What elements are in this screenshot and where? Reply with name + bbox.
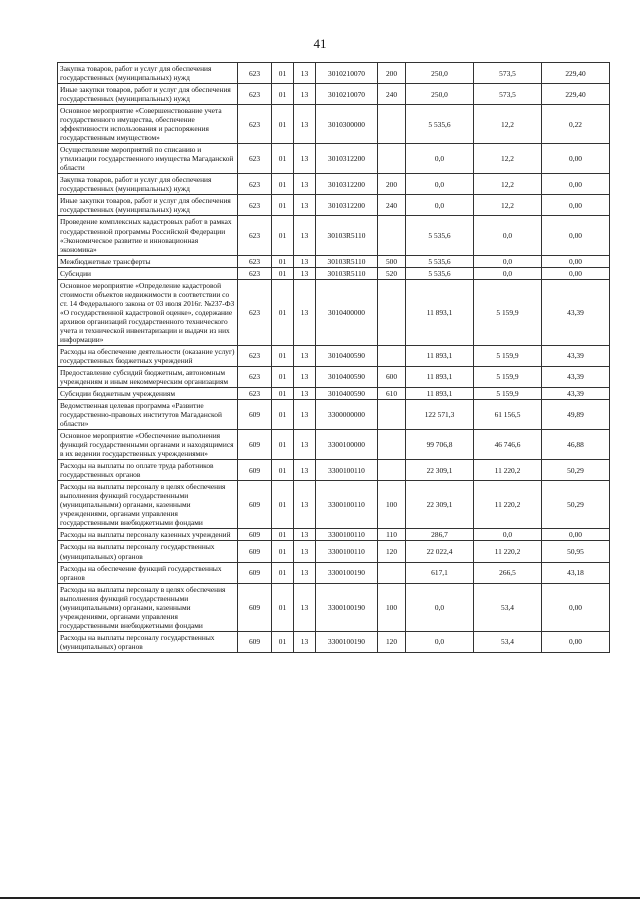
row-name-cell: Расходы на обеспечение деятельности (оказание услуг) государственных бюджетных учреждений — [58, 345, 238, 366]
subsection-cell: 13 — [294, 105, 316, 144]
dept-code-cell: 609 — [238, 541, 272, 562]
percent-cell: 43,39 — [542, 366, 610, 387]
subsection-cell: 13 — [294, 174, 316, 195]
actual-amount-cell: 0,0 — [474, 216, 542, 255]
dept-code-cell: 609 — [238, 631, 272, 652]
plan-amount-cell: 11 893,1 — [406, 345, 474, 366]
target-item-cell: 30103R5110 — [316, 255, 378, 267]
table-row — [58, 541, 610, 562]
percent-cell: 49,89 — [542, 400, 610, 430]
dept-code-cell: 609 — [238, 529, 272, 541]
expense-type-cell — [378, 144, 406, 174]
section-cell: 01 — [272, 279, 294, 345]
table-row — [58, 481, 610, 529]
table-row — [58, 430, 610, 460]
section-cell: 01 — [272, 562, 294, 583]
plan-amount-cell: 0,0 — [406, 174, 474, 195]
target-item-cell: 3010400000 — [316, 279, 378, 345]
table-row — [58, 195, 610, 216]
actual-amount-cell: 573,5 — [474, 63, 542, 84]
plan-amount-cell: 250,0 — [406, 63, 474, 84]
subsection-cell: 13 — [294, 541, 316, 562]
subsection-cell: 13 — [294, 144, 316, 174]
plan-amount-cell: 617,1 — [406, 562, 474, 583]
expense-type-cell: 200 — [378, 63, 406, 84]
plan-amount-cell: 5 535,6 — [406, 105, 474, 144]
row-name-cell: Расходы на выплаты персоналу в целях обеспечения выполнения функций государственными (муниципальными) органами, казенными учреждениями, органами управления государственными внебюджетными фондами — [58, 481, 238, 529]
target-item-cell: 3300000000 — [316, 400, 378, 430]
percent-cell: 0,00 — [542, 216, 610, 255]
dept-code-cell: 623 — [238, 174, 272, 195]
table-row — [58, 366, 610, 387]
section-cell: 01 — [272, 481, 294, 529]
expense-type-cell — [378, 400, 406, 430]
subsection-cell: 13 — [294, 430, 316, 460]
percent-cell: 0,00 — [542, 195, 610, 216]
section-cell: 01 — [272, 529, 294, 541]
table-body — [58, 63, 610, 653]
budget-table-container — [57, 62, 609, 653]
dept-code-cell: 623 — [238, 144, 272, 174]
dept-code-cell: 609 — [238, 460, 272, 481]
actual-amount-cell: 0,0 — [474, 267, 542, 279]
dept-code-cell: 609 — [238, 481, 272, 529]
target-item-cell: 3010400590 — [316, 388, 378, 400]
plan-amount-cell: 250,0 — [406, 84, 474, 105]
dept-code-cell: 623 — [238, 216, 272, 255]
actual-amount-cell: 5 159,9 — [474, 345, 542, 366]
subsection-cell: 13 — [294, 388, 316, 400]
budget-table — [57, 62, 610, 653]
dept-code-cell: 623 — [238, 63, 272, 84]
table-row — [58, 84, 610, 105]
table-row — [58, 460, 610, 481]
section-cell: 01 — [272, 631, 294, 652]
expense-type-cell — [378, 460, 406, 481]
actual-amount-cell: 46 746,6 — [474, 430, 542, 460]
plan-amount-cell: 0,0 — [406, 583, 474, 631]
actual-amount-cell: 11 220,2 — [474, 481, 542, 529]
actual-amount-cell: 61 156,5 — [474, 400, 542, 430]
plan-amount-cell: 22 309,1 — [406, 481, 474, 529]
subsection-cell: 13 — [294, 529, 316, 541]
row-name-cell: Субсидии бюджетным учреждениям — [58, 388, 238, 400]
row-name-cell: Расходы на выплаты персоналу казенных учреждений — [58, 529, 238, 541]
percent-cell: 43,39 — [542, 345, 610, 366]
table-row — [58, 345, 610, 366]
subsection-cell: 13 — [294, 366, 316, 387]
subsection-cell: 13 — [294, 400, 316, 430]
percent-cell: 50,29 — [542, 460, 610, 481]
target-item-cell: 3010210070 — [316, 84, 378, 105]
actual-amount-cell: 11 220,2 — [474, 541, 542, 562]
section-cell: 01 — [272, 195, 294, 216]
section-cell: 01 — [272, 84, 294, 105]
section-cell: 01 — [272, 144, 294, 174]
row-name-cell: Предоставление субсидий бюджетным, автономным учреждениям и иным некоммерческим организациям — [58, 366, 238, 387]
plan-amount-cell: 122 571,3 — [406, 400, 474, 430]
dept-code-cell: 623 — [238, 366, 272, 387]
table-row — [58, 562, 610, 583]
percent-cell: 0,00 — [542, 255, 610, 267]
target-item-cell: 3010400590 — [316, 366, 378, 387]
subsection-cell: 13 — [294, 195, 316, 216]
row-name-cell: Ведомственная целевая программа «Развитие государственно-правовых институтов Магаданской области» — [58, 400, 238, 430]
section-cell: 01 — [272, 460, 294, 481]
table-row — [58, 279, 610, 345]
section-cell: 01 — [272, 105, 294, 144]
expense-type-cell — [378, 216, 406, 255]
target-item-cell: 3010312200 — [316, 195, 378, 216]
target-item-cell: 3300100000 — [316, 430, 378, 460]
expense-type-cell — [378, 562, 406, 583]
table-row — [58, 216, 610, 255]
dept-code-cell: 623 — [238, 255, 272, 267]
percent-cell: 43,39 — [542, 279, 610, 345]
expense-type-cell: 600 — [378, 366, 406, 387]
dept-code-cell: 623 — [238, 195, 272, 216]
percent-cell: 0,00 — [542, 631, 610, 652]
page-bottom-rule — [0, 897, 640, 899]
plan-amount-cell: 286,7 — [406, 529, 474, 541]
actual-amount-cell: 12,2 — [474, 144, 542, 174]
target-item-cell: 3300100190 — [316, 631, 378, 652]
table-row — [58, 174, 610, 195]
row-name-cell: Иные закупки товаров, работ и услуг для обеспечения государственных (муниципальных) нужд — [58, 84, 238, 105]
table-row — [58, 631, 610, 652]
actual-amount-cell: 11 220,2 — [474, 460, 542, 481]
target-item-cell: 30103R5110 — [316, 267, 378, 279]
target-item-cell: 3300100110 — [316, 460, 378, 481]
subsection-cell: 13 — [294, 345, 316, 366]
target-item-cell: 3010300000 — [316, 105, 378, 144]
table-row — [58, 400, 610, 430]
target-item-cell: 3010312200 — [316, 174, 378, 195]
percent-cell: 229,40 — [542, 84, 610, 105]
subsection-cell: 13 — [294, 255, 316, 267]
section-cell: 01 — [272, 345, 294, 366]
subsection-cell: 13 — [294, 216, 316, 255]
actual-amount-cell: 12,2 — [474, 105, 542, 144]
row-name-cell: Основное мероприятие «Обеспечение выполнения функций государственными органами и находящимися в их ведении государственных учреждениями» — [58, 430, 238, 460]
row-name-cell: Расходы на выплаты по оплате труда работников государственных органов — [58, 460, 238, 481]
dept-code-cell: 623 — [238, 279, 272, 345]
subsection-cell: 13 — [294, 460, 316, 481]
plan-amount-cell: 22 022,4 — [406, 541, 474, 562]
subsection-cell: 13 — [294, 583, 316, 631]
subsection-cell: 13 — [294, 481, 316, 529]
row-name-cell: Основное мероприятие «Определение кадастровой стоимости объектов недвижимости в соответствии со ст. 14 Федерального закона от 03 июля 2016г. №237-ФЗ «О государственной кадастровой оценке», содержание архивов организаций государственного технического учета и технической инвентаризации и выдачи из них информации» — [58, 279, 238, 345]
expense-type-cell: 120 — [378, 541, 406, 562]
target-item-cell: 30103R5110 — [316, 216, 378, 255]
expense-type-cell — [378, 279, 406, 345]
actual-amount-cell: 266,5 — [474, 562, 542, 583]
section-cell: 01 — [272, 255, 294, 267]
target-item-cell: 3300100190 — [316, 562, 378, 583]
percent-cell: 0,00 — [542, 529, 610, 541]
percent-cell: 0,00 — [542, 144, 610, 174]
dept-code-cell: 623 — [238, 105, 272, 144]
dept-code-cell: 609 — [238, 562, 272, 583]
expense-type-cell: 240 — [378, 195, 406, 216]
percent-cell: 46,88 — [542, 430, 610, 460]
actual-amount-cell: 53,4 — [474, 583, 542, 631]
table-row — [58, 529, 610, 541]
section-cell: 01 — [272, 63, 294, 84]
actual-amount-cell: 5 159,9 — [474, 366, 542, 387]
section-cell: 01 — [272, 267, 294, 279]
page-number: 41 — [313, 36, 327, 51]
actual-amount-cell: 12,2 — [474, 195, 542, 216]
percent-cell: 50,29 — [542, 481, 610, 529]
subsection-cell: 13 — [294, 631, 316, 652]
section-cell: 01 — [272, 430, 294, 460]
row-name-cell: Основное мероприятие «Совершенствование учета государственного имущества, обеспечение эффективности использования и распоряжения государственным имуществом» — [58, 105, 238, 144]
plan-amount-cell: 11 893,1 — [406, 279, 474, 345]
row-name-cell: Межбюджетные трансферты — [58, 255, 238, 267]
section-cell: 01 — [272, 400, 294, 430]
subsection-cell: 13 — [294, 267, 316, 279]
plan-amount-cell: 5 535,6 — [406, 267, 474, 279]
percent-cell: 229,40 — [542, 63, 610, 84]
row-name-cell: Закупка товаров, работ и услуг для обеспечения государственных (муниципальных) нужд — [58, 63, 238, 84]
subsection-cell: 13 — [294, 562, 316, 583]
target-item-cell: 3300100110 — [316, 481, 378, 529]
actual-amount-cell: 5 159,9 — [474, 279, 542, 345]
target-item-cell: 3300100110 — [316, 541, 378, 562]
dept-code-cell: 623 — [238, 388, 272, 400]
table-row — [58, 267, 610, 279]
target-item-cell: 3300100110 — [316, 529, 378, 541]
table-row — [58, 105, 610, 144]
row-name-cell: Иные закупки товаров, работ и услуг для обеспечения государственных (муниципальных) нужд — [58, 195, 238, 216]
plan-amount-cell: 5 535,6 — [406, 216, 474, 255]
target-item-cell: 3010210070 — [316, 63, 378, 84]
row-name-cell: Расходы на выплаты персоналу государственных (муниципальных) органов — [58, 541, 238, 562]
percent-cell: 43,18 — [542, 562, 610, 583]
target-item-cell: 3300100190 — [316, 583, 378, 631]
dept-code-cell: 623 — [238, 84, 272, 105]
plan-amount-cell: 11 893,1 — [406, 366, 474, 387]
expense-type-cell: 100 — [378, 481, 406, 529]
row-name-cell: Проведение комплексных кадастровых работ в рамках государственной программы Российской Федерации «Экономическое развитие и инновационная экономика» — [58, 216, 238, 255]
section-cell: 01 — [272, 541, 294, 562]
expense-type-cell: 110 — [378, 529, 406, 541]
plan-amount-cell: 5 535,6 — [406, 255, 474, 267]
plan-amount-cell: 0,0 — [406, 195, 474, 216]
plan-amount-cell: 99 706,8 — [406, 430, 474, 460]
row-name-cell: Субсидии — [58, 267, 238, 279]
subsection-cell: 13 — [294, 63, 316, 84]
row-name-cell: Закупка товаров, работ и услуг для обеспечения государственных (муниципальных) нужд — [58, 174, 238, 195]
expense-type-cell: 610 — [378, 388, 406, 400]
percent-cell: 0,00 — [542, 174, 610, 195]
table-row — [58, 63, 610, 84]
actual-amount-cell: 53,4 — [474, 631, 542, 652]
table-row — [58, 388, 610, 400]
row-name-cell: Расходы на выплаты персоналу в целях обеспечения выполнения функций государственными (муниципальными) органами, казенными учреждениями, органами управления государственными внебюджетными фондами — [58, 583, 238, 631]
expense-type-cell: 240 — [378, 84, 406, 105]
expense-type-cell — [378, 345, 406, 366]
actual-amount-cell: 0,0 — [474, 255, 542, 267]
plan-amount-cell: 0,0 — [406, 144, 474, 174]
percent-cell: 50,95 — [542, 541, 610, 562]
expense-type-cell — [378, 105, 406, 144]
section-cell: 01 — [272, 174, 294, 195]
table-row — [58, 255, 610, 267]
dept-code-cell: 609 — [238, 400, 272, 430]
row-name-cell: Осуществление мероприятий по списанию и утилизации государственного имущества Магаданской области — [58, 144, 238, 174]
subsection-cell: 13 — [294, 84, 316, 105]
dept-code-cell: 623 — [238, 345, 272, 366]
plan-amount-cell: 0,0 — [406, 631, 474, 652]
actual-amount-cell: 5 159,9 — [474, 388, 542, 400]
percent-cell: 0,22 — [542, 105, 610, 144]
section-cell: 01 — [272, 583, 294, 631]
actual-amount-cell: 573,5 — [474, 84, 542, 105]
expense-type-cell: 500 — [378, 255, 406, 267]
row-name-cell: Расходы на выплаты персоналу государственных (муниципальных) органов — [58, 631, 238, 652]
plan-amount-cell: 11 893,1 — [406, 388, 474, 400]
percent-cell: 0,00 — [542, 267, 610, 279]
target-item-cell: 3010312200 — [316, 144, 378, 174]
target-item-cell: 3010400590 — [316, 345, 378, 366]
expense-type-cell: 100 — [378, 583, 406, 631]
expense-type-cell: 200 — [378, 174, 406, 195]
percent-cell: 43,39 — [542, 388, 610, 400]
expense-type-cell: 120 — [378, 631, 406, 652]
actual-amount-cell: 12,2 — [474, 174, 542, 195]
plan-amount-cell: 22 309,1 — [406, 460, 474, 481]
section-cell: 01 — [272, 388, 294, 400]
table-row — [58, 144, 610, 174]
expense-type-cell — [378, 430, 406, 460]
section-cell: 01 — [272, 216, 294, 255]
section-cell: 01 — [272, 366, 294, 387]
actual-amount-cell: 0,0 — [474, 529, 542, 541]
dept-code-cell: 609 — [238, 430, 272, 460]
table-row — [58, 583, 610, 631]
expense-type-cell: 520 — [378, 267, 406, 279]
subsection-cell: 13 — [294, 279, 316, 345]
dept-code-cell: 609 — [238, 583, 272, 631]
row-name-cell: Расходы на обеспечение функций государственных органов — [58, 562, 238, 583]
percent-cell: 0,00 — [542, 583, 610, 631]
dept-code-cell: 623 — [238, 267, 272, 279]
